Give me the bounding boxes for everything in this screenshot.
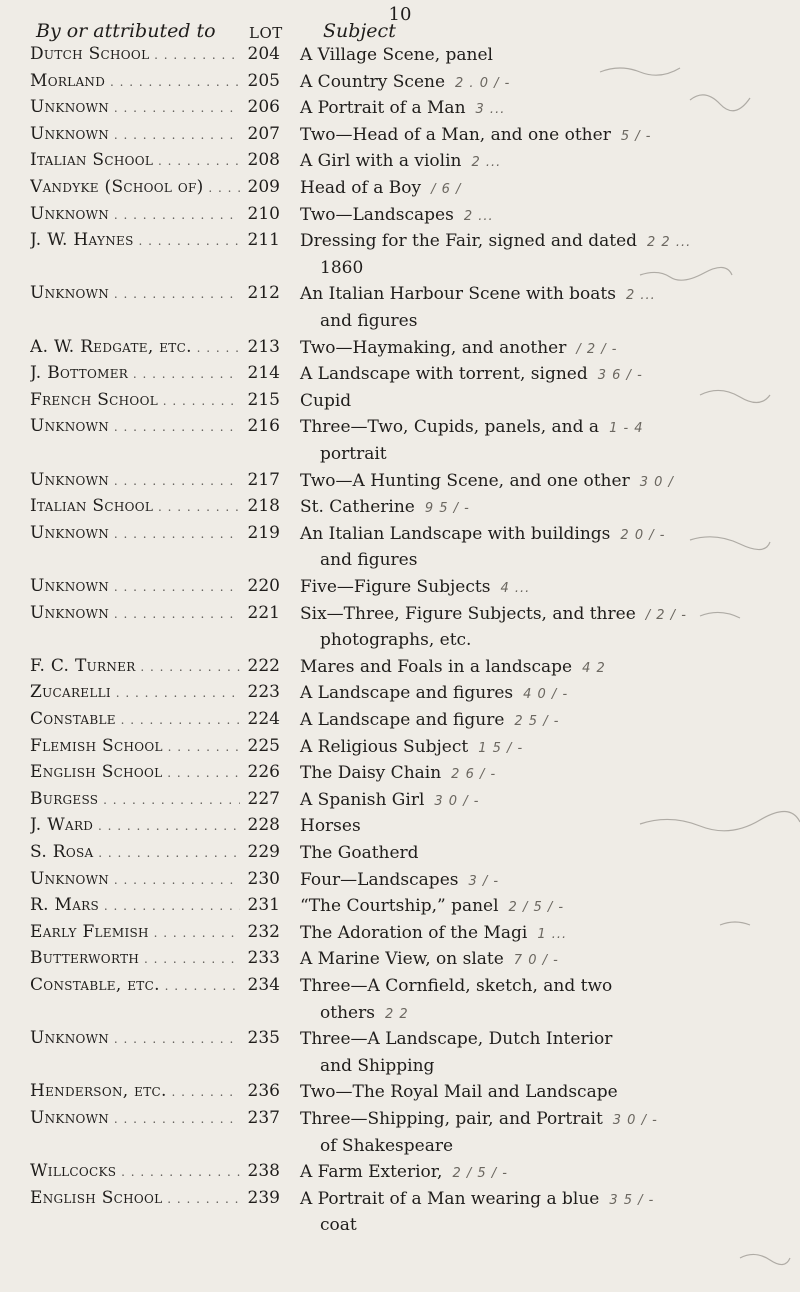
subject-label: Three—Two, Cupids, panels, and a (300, 417, 600, 438)
pencil-price-note: / 2 / - (576, 341, 618, 357)
subject-label: Three—Shipping, pair, and Portrait (300, 1109, 603, 1129)
lot-number: 230 (247, 868, 280, 889)
artist-name: Constable . . . (30, 709, 240, 729)
subject-label: Head of a Boy (300, 178, 422, 198)
artist-name: Italian School . . . (30, 150, 240, 170)
subject-text (320, 310, 790, 333)
artist-name: Unknown . . . (30, 124, 240, 144)
lot-number: 232 (247, 921, 280, 942)
pencil-price-note: 2 5 / - (514, 714, 560, 729)
subject-label: The Adoration of the Magi (300, 922, 528, 943)
artist-name: Dutch School . . . (30, 44, 240, 64)
subject-text (300, 416, 770, 440)
pencil-price-note: / 6 / (431, 182, 462, 197)
artist-name: Morland . . . (30, 71, 240, 91)
column-header-subject: Subject (323, 20, 396, 42)
lot-number: 206 (247, 97, 280, 118)
subject-label: “The Courtship,” panel (300, 896, 499, 917)
lot-number: 209 (247, 177, 280, 197)
artist-name: J. Bottomer . . . (30, 363, 240, 383)
subject-label: St. Catherine (300, 497, 415, 518)
subject-label: photographs, etc. (320, 630, 472, 651)
subject-text (300, 150, 770, 174)
subject-text (300, 337, 770, 361)
subject-label: Horses (300, 816, 361, 837)
lot-number: 204 (247, 44, 280, 64)
subject-text (300, 895, 770, 919)
lot-number: 207 (247, 123, 280, 144)
subject-text (300, 789, 770, 813)
artist-name: Henderson, etc. . . . (30, 1081, 240, 1101)
artist-name: Italian School . . . (30, 496, 240, 516)
lot-number: 231 (247, 895, 280, 916)
subject-label: A Landscape and figure (300, 710, 505, 730)
subject-label: A Religious Subject (300, 736, 469, 757)
lot-number: 233 (247, 948, 280, 969)
subject-text (300, 523, 770, 547)
subject-text (300, 709, 770, 733)
column-header-lot: LOT (249, 24, 283, 42)
lot-number: 212 (247, 283, 280, 304)
subject-label: A Spanish Girl (300, 789, 425, 810)
subject-label: 1860 (320, 257, 364, 278)
pencil-price-note: 3 6 / - (597, 368, 643, 384)
pencil-price-note: 3 0 / - (434, 793, 480, 809)
lot-number: 223 (247, 682, 280, 703)
artist-name: Zucarelli . . . (30, 682, 240, 702)
subject-label: A Girl with a violin (300, 151, 462, 172)
artist-name: F. C. Turner . . . (30, 656, 240, 676)
lot-number: 221 (247, 602, 280, 623)
subject-label: An Italian Landscape with buildings (300, 523, 611, 544)
artist-name: English School . . . (30, 1188, 240, 1208)
pencil-price-note: 4 ... (500, 581, 531, 596)
artist-name: Unknown . . . (30, 603, 240, 623)
lot-number: 217 (247, 469, 280, 490)
subject-text (320, 1135, 790, 1158)
subject-text (300, 363, 770, 387)
subject-label: Three—A Cornfield, sketch, and two (300, 976, 613, 996)
lot-number: 227 (247, 788, 280, 809)
subject-text (300, 922, 770, 946)
subject-label: portrait (320, 444, 387, 464)
artist-name: Unknown . . . (30, 283, 240, 303)
subject-text (300, 815, 770, 838)
lot-number: 220 (247, 576, 280, 596)
subject-text (300, 948, 770, 972)
pencil-price-note: 2 2 (384, 1006, 409, 1022)
subject-label: and Shipping (320, 1055, 435, 1076)
subject-text (300, 496, 770, 520)
artist-name: English School . . . (30, 762, 240, 782)
subject-label: of Shakespeare (320, 1135, 454, 1156)
lot-number: 205 (247, 70, 280, 91)
artist-name: Butterworth . . . (30, 948, 240, 968)
subject-label: Four—Landscapes (300, 869, 459, 890)
subject-text (320, 1055, 790, 1078)
artist-name: French School . . . (30, 390, 240, 410)
lot-number: 225 (247, 735, 280, 756)
subject-label: An Italian Harbour Scene with boats (300, 284, 616, 305)
artist-name: R. Mars . . . (30, 895, 240, 915)
pencil-price-note: 2 / 5 / - (508, 900, 565, 916)
subject-text (300, 682, 770, 706)
subject-label: A Portrait of a Man wearing a blue (300, 1188, 600, 1209)
subject-label: A Country Scene (300, 71, 446, 92)
lot-number: 229 (247, 842, 280, 862)
subject-text (300, 842, 770, 865)
lot-number: 234 (247, 975, 280, 995)
subject-text (320, 257, 790, 280)
artist-name: Early Flemish . . . (30, 922, 240, 942)
subject-text (320, 443, 790, 466)
pencil-price-note: 2 ... (471, 155, 502, 171)
artist-name: Unknown . . . (30, 523, 240, 543)
subject-text (300, 124, 770, 148)
subject-text (300, 1188, 770, 1212)
subject-text (300, 177, 770, 201)
subject-text (300, 576, 770, 600)
pencil-price-note: 3 / - (468, 873, 500, 889)
subject-text (300, 470, 770, 494)
pencil-price-note: 2 ... (625, 288, 656, 304)
lot-number: 235 (247, 1028, 280, 1049)
subject-label: Two—A Hunting Scene, and one other (300, 470, 630, 491)
subject-text (300, 869, 770, 893)
pencil-price-note: 3 0 / - (612, 1113, 658, 1128)
subject-label: The Goatherd (300, 843, 419, 863)
lot-number: 208 (247, 150, 280, 171)
pencil-price-note: 2 / 5 / - (452, 1166, 508, 1182)
pencil-price-note: 5 / - (620, 128, 652, 144)
pencil-price-note: 3 ... (475, 102, 506, 118)
artist-name: Unknown . . . (30, 869, 240, 889)
subject-label: coat (320, 1215, 357, 1236)
subject-label: Two—Haymaking, and another (300, 337, 567, 358)
subject-text (320, 549, 790, 572)
subject-label: A Marine View, on slate (300, 949, 504, 970)
subject-label: and figures (320, 311, 418, 331)
pencil-price-note: / 2 / - (645, 607, 687, 623)
page-number: 10 (388, 4, 412, 25)
lot-number: 213 (247, 336, 280, 357)
lot-number: 210 (247, 203, 280, 224)
pencil-price-note: 1 ... (537, 926, 568, 942)
lot-number: 218 (247, 496, 280, 517)
lot-number: 222 (247, 655, 280, 676)
artist-name: Unknown . . . (30, 1028, 240, 1048)
subject-text (300, 71, 770, 95)
pencil-price-note: 3 0 / (639, 474, 674, 490)
artist-name: Constable, etc. . . . (30, 975, 240, 995)
subject-label: A Farm Exterior, (300, 1162, 443, 1183)
pencil-price-note: 7 0 / - (513, 953, 559, 969)
artist-name: Unknown . . . (30, 470, 240, 490)
subject-text (300, 975, 770, 998)
subject-label: Mares and Foals in a landscape (300, 656, 573, 677)
subject-text (300, 1081, 770, 1104)
subject-label: A Village Scene, panel (300, 45, 493, 65)
subject-label: Cupid (300, 390, 352, 411)
subject-text (300, 762, 770, 786)
subject-text (300, 283, 770, 307)
pencil-price-note: 9 5 / - (424, 501, 470, 517)
subject-label: and figures (320, 550, 418, 571)
lot-number: 228 (247, 815, 280, 836)
lot-number: 236 (247, 1081, 280, 1102)
subject-text (300, 204, 770, 228)
pencil-price-note: 1 5 / - (478, 740, 524, 756)
subject-label: Six—Three, Figure Subjects, and three (300, 603, 636, 624)
artist-name: Willcocks . . . (30, 1161, 240, 1181)
subject-text (300, 656, 770, 680)
pencil-price-note: 3 5 / - (609, 1192, 655, 1208)
subject-text (300, 1108, 770, 1132)
subject-text (300, 603, 770, 627)
subject-label: Dressing for the Fair, signed and dated (300, 231, 638, 252)
subject-text (300, 1161, 770, 1185)
subject-label: Three—A Landscape, Dutch Interior (300, 1029, 613, 1050)
pencil-price-note: 4 0 / - (523, 687, 569, 703)
lot-number: 238 (247, 1161, 280, 1182)
lot-number: 226 (247, 762, 280, 783)
subject-label: Two—The Royal Mail and Landscape (300, 1082, 618, 1103)
artist-name: Burgess . . . (30, 789, 240, 809)
subject-text (300, 230, 770, 254)
subject-label: others (320, 1002, 375, 1023)
subject-label: Five—Figure Subjects (300, 577, 491, 597)
pencil-price-note: 2 ... (463, 208, 494, 224)
subject-label: A Portrait of a Man (300, 98, 466, 119)
subject-text (300, 736, 770, 760)
lot-number: 215 (247, 389, 280, 410)
pencil-price-note: 2 0 / - (620, 527, 666, 543)
pencil-price-note: 1 - 4 (609, 421, 644, 437)
pencil-price-note: 2 6 / - (451, 767, 497, 783)
lot-number: 216 (247, 416, 280, 437)
subject-label: The Daisy Chain (300, 763, 442, 784)
subject-text (320, 629, 790, 652)
subject-text (300, 1028, 770, 1051)
lot-number: 224 (247, 709, 280, 729)
artist-name: Vandyke (School of) . . . (30, 177, 240, 197)
pencil-price-note: 2 . 0 / - (455, 75, 511, 91)
subject-text (300, 390, 770, 413)
artist-name: Unknown . . . (30, 1108, 240, 1128)
column-header-artist: By or attributed to (36, 20, 216, 42)
subject-text (300, 97, 770, 121)
artist-name: S. Rosa . . . (30, 842, 240, 862)
artist-name: J. Ward . . . (30, 815, 240, 835)
lot-number: 237 (247, 1108, 280, 1128)
pencil-price-note: 2 2 ... (647, 235, 692, 251)
artist-name: Unknown . . . (30, 576, 240, 596)
artist-name: Flemish School . . . (30, 736, 240, 756)
subject-text (300, 44, 770, 67)
artist-name: Unknown . . . (30, 204, 240, 224)
lot-number: 214 (247, 363, 280, 384)
lot-number: 239 (247, 1187, 280, 1208)
artist-name: A. W. Redgate, etc. . . . (30, 337, 240, 357)
subject-text (320, 1002, 790, 1026)
artist-name: Unknown . . . (30, 416, 240, 436)
subject-label: Two—Head of a Man, and one other (300, 124, 611, 145)
artist-name: J. W. Haynes . . . (30, 230, 240, 250)
subject-label: A Landscape with torrent, signed (300, 364, 588, 385)
lot-number: 219 (247, 522, 280, 543)
artist-name: Unknown . . . (30, 97, 240, 117)
subject-label: Two—Landscapes (300, 204, 454, 225)
subject-label: A Landscape and figures (300, 683, 514, 704)
pencil-price-note: 4 2 (582, 660, 606, 676)
lot-number: 211 (247, 230, 280, 251)
subject-text (320, 1214, 790, 1237)
